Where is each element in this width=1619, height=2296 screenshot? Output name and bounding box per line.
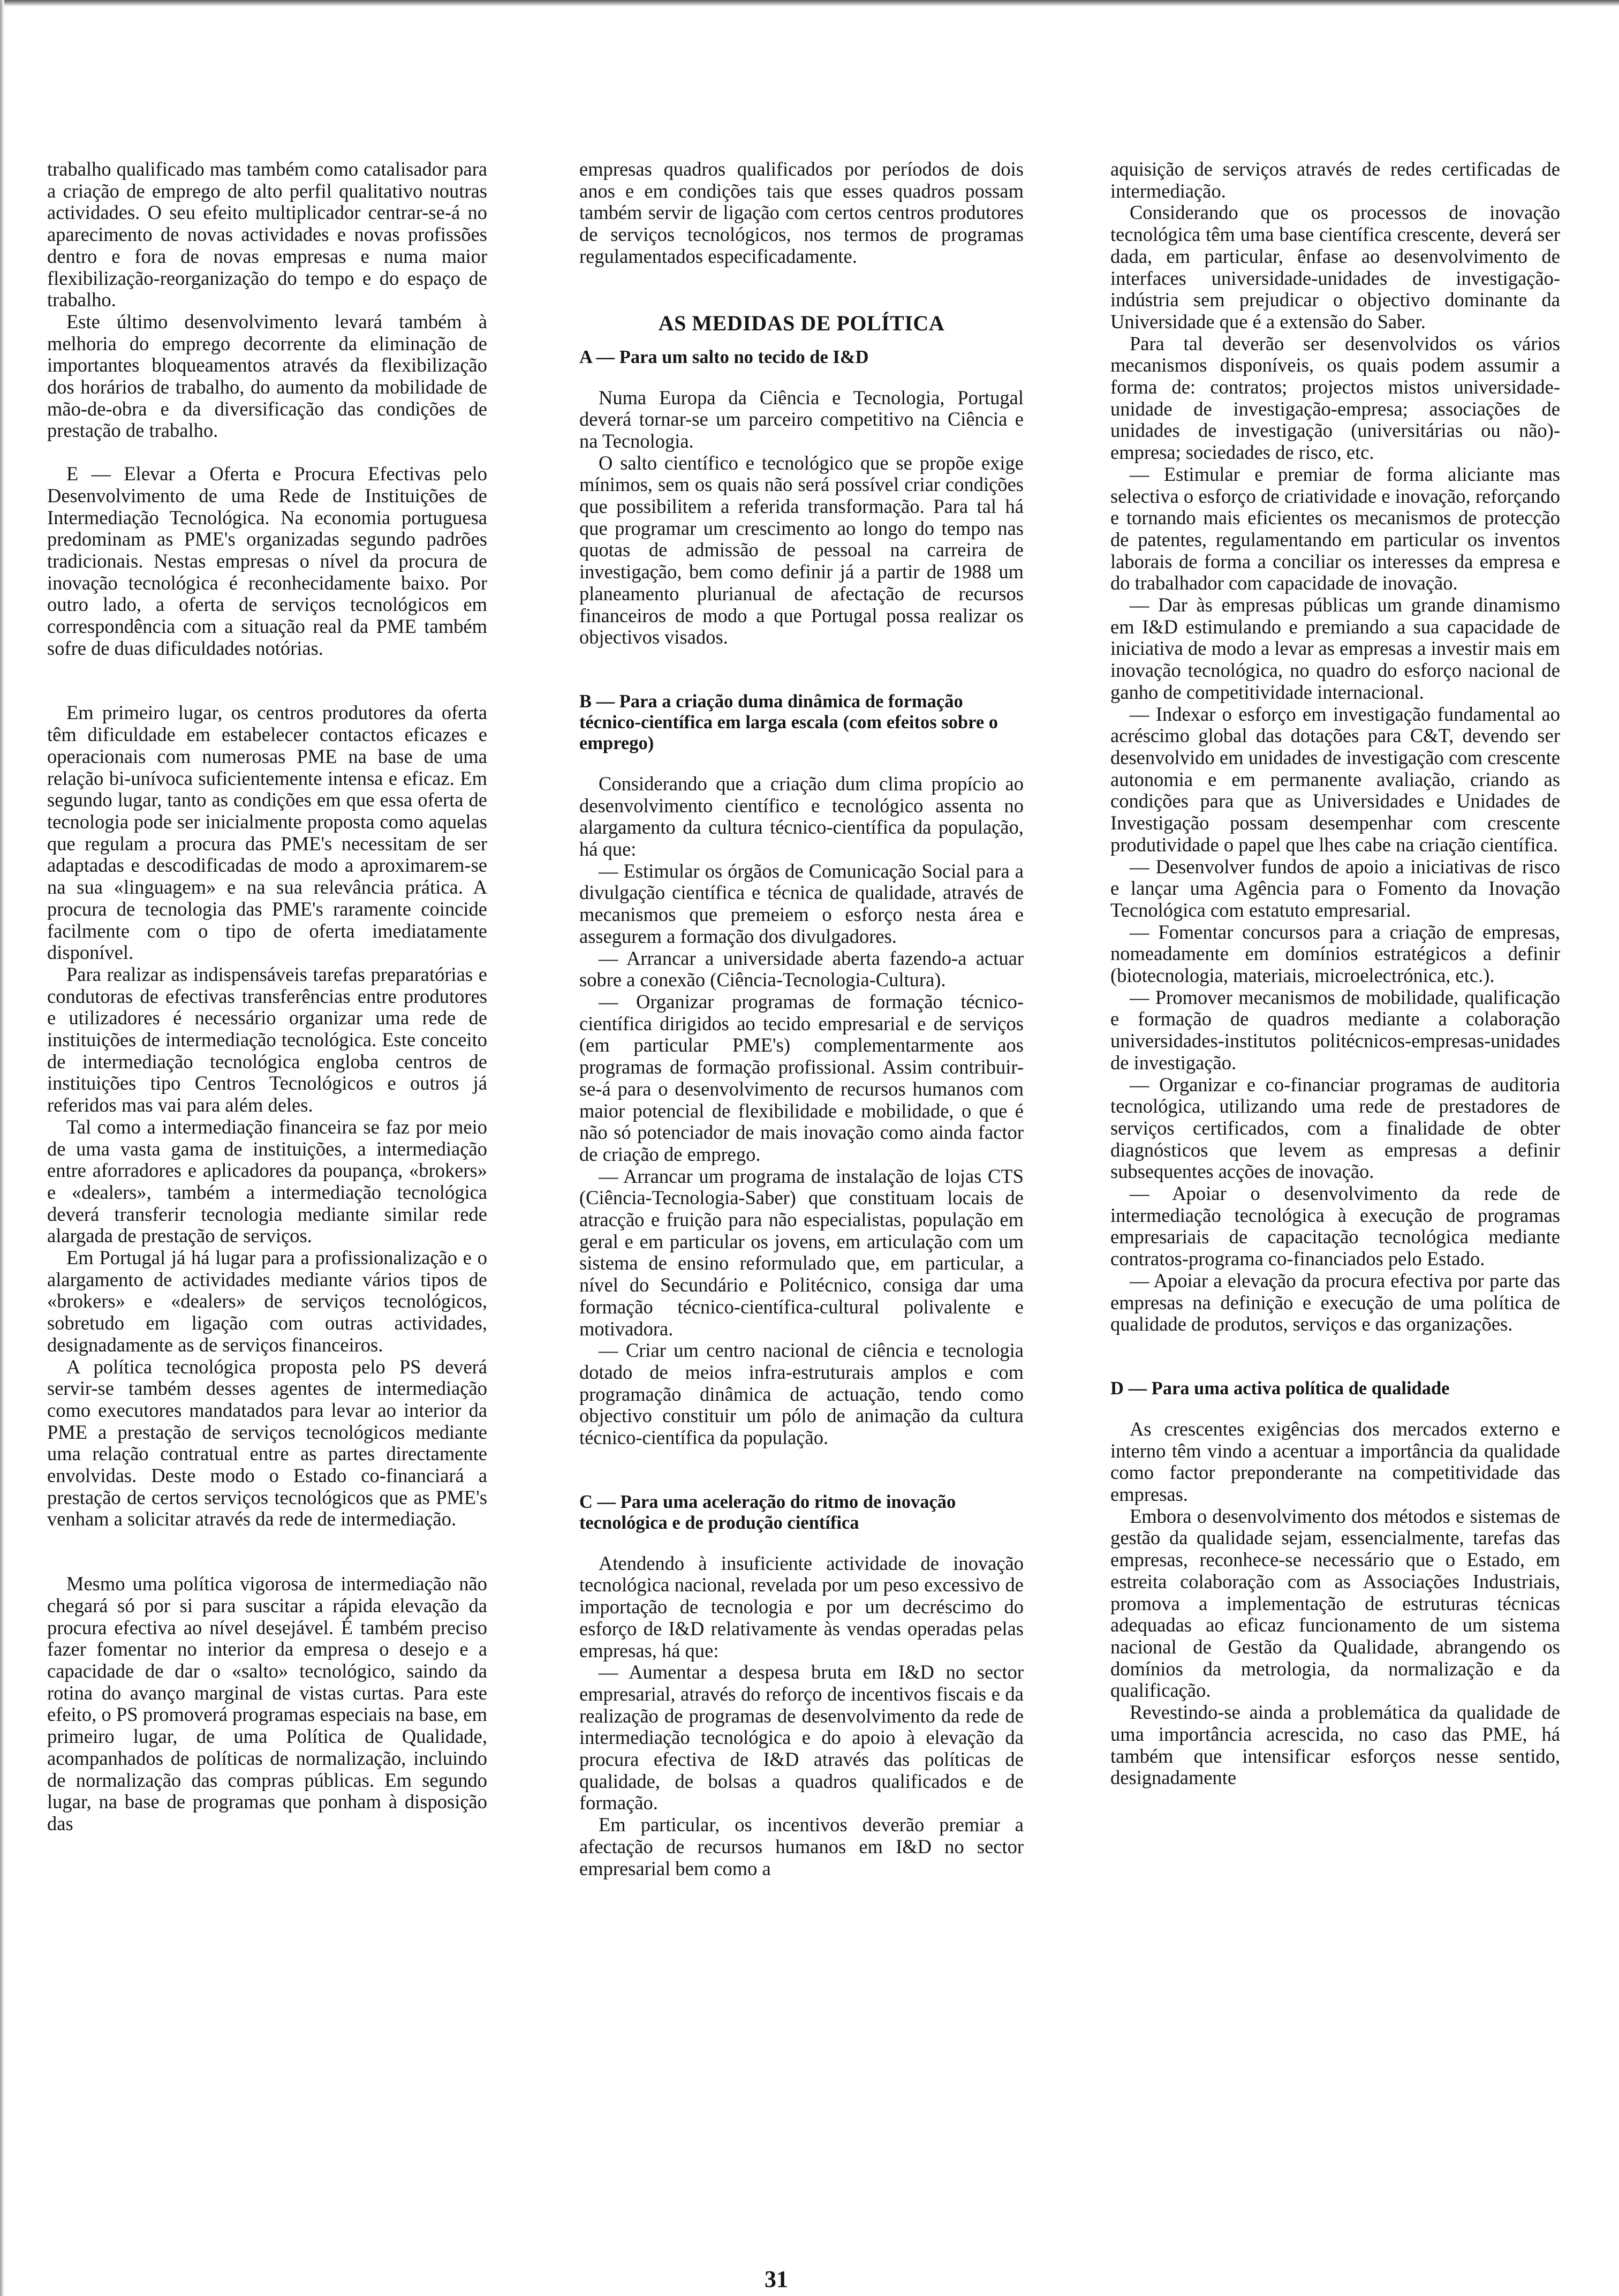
paragraph: Atendendo à insuficiente actividade de inovação tecnológica nacional, revelada por um peso excessivo de importação de tecnologia e por um decréscimo do esforço de I&D relativamente às vendas operadas pelas empresas, há que: [579, 1552, 1024, 1661]
column-3 [1110, 158, 1560, 1789]
paragraph: — Arrancar a universidade aberta fazendo-a actuar sobre a conexão (Ciência-Tecnologia-Cultura). [579, 947, 1024, 991]
paragraph: Revestindo-se ainda a problemática da qualidade de uma importância acrescida, no caso das PME, há também que intensificar esforços nesse sentido, designadamente [1110, 1701, 1560, 1789]
paragraph: Para tal deverão ser desenvolvidos os vários mecanismos disponíveis, os quais podem assumir a forma de: contratos; projectos mistos universidade-unidade de investigação-empresa; associações de unidades de investigação (universitárias ou não)-empresa; sociedades de risco, etc. [1110, 332, 1560, 464]
subsection-heading-d: D — Para uma activa política de qualidade [1110, 1378, 1450, 1399]
paragraph: — Estimular os órgãos de Comunicação Social para a divulgação científica e técnica de qualidade, através de mecanismos que premeiem o esforço nesta área e assegurem a formação dos divulgadores. [579, 859, 1024, 947]
paragraph: Para realizar as indispensáveis tarefas preparatórias e condutoras de efectivas transferências entre produtores e utilizadores é necessário organizar uma rede de instituições de intermediação tecnológica. Este conceito de intermediação tecnológica engloba centros de instituições tipo Centros Tecnológicos e outros já referidos mas vai para além deles. [47, 963, 487, 1116]
paragraph: Tal como a intermediação financeira se faz por meio de uma vasta gama de instituições, a intermediação entre aforradores e aplicadores da poupança, «brokers» e «dealers», também a intermediação tecnológica deverá transferir tecnologia mediante similar rede alargada de prestação de serviços. [47, 1115, 487, 1247]
column-1 [47, 158, 487, 1835]
paragraph: Em Portugal já há lugar para a profissionalização e o alargamento de actividades mediante vários tipos de «brokers» e «dealers» de serviços tecnológicos, sobretudo em ligação com outras actividades, designadamente as de serviços financeiros. [47, 1247, 487, 1356]
section-heading: AS MEDIDAS DE POLÍTICA [658, 311, 945, 335]
paragraph: Em primeiro lugar, os centros produtores da oferta têm dificuldade em estabelecer contactos eficazes e operacionais com numerosas PME na base de uma relação bi-unívoca suficientemente intensa e eficaz. Em segundo lugar, tanto as condições em que essa oferta de tecnologia pode ser inicialmente proposta como aquelas que regulam a procura das PME's necessitam de ser adaptadas e descodificadas de modo a aproximarem-se na sua «linguagem» e na sua relevância prática. A procura de tecnologia das PME's raramente coincide facilmente com o tipo de oferta imediatamente disponível. [47, 701, 487, 964]
paragraph: Considerando que os processos de inovação tecnológica têm uma base científica crescente, deverá ser dada, em particular, ênfase ao desenvolvimento de interfaces universidade-unidades de investigação-indústria sem prejudicar o objectivo dominante da Universidade que é a extensão do Saber. [1110, 201, 1560, 333]
paragraph: Considerando que a criação dum clima propício ao desenvolvimento científico e tecnológico assenta no alargamento da cultura técnico-científica da população, há que: [579, 772, 1024, 860]
paragraph: A política tecnológica proposta pelo PS deverá servir-se também desses agentes de intermediação como executores mandatados para levar ao interior da PME a prestação de serviços tecnológicos mediante uma relação contratual entre as partes directamente envolvidas. Deste modo o Estado co-financiará a prestação de certos serviços tecnológicos que as PME's venham a solicitar através da rede de intermediação. [47, 1355, 487, 1530]
subsection-heading-c: C — Para uma aceleração do ritmo de inovação tecnológica e de produção científica [579, 1491, 956, 1533]
paragraph: — Criar um centro nacional de ciência e tecnologia dotado de meios infra-estruturais amplos e com programação dinâmica de actuação, tendo como objectivo constituir um pólo de animação da cultura técnico-científica da população. [579, 1339, 1024, 1449]
paragraph: — Aumentar a despesa bruta em I&D no sector empresarial, através do reforço de incentivos fiscais e da realização de programas de desenvolvimento da rede de intermediação tecnológica e do apoio à elevação da procura efectiva de I&D através das políticas de qualidade, de bolsas a quadros qualificados e de formação. [579, 1661, 1024, 1814]
paragraph: — Organizar programas de formação técnico-científica dirigidos ao tecido empresarial e de serviços (em particular PME's) complementarmente aos programas de formação profissional. Assim contribuir-se-á para o desenvolvimento de recursos humanos com maior potencial de flexibilidade e mobilidade, o que é não só potenciador de mais inovação como ainda factor de criação de emprego. [579, 990, 1024, 1165]
paragraph: — Organizar e co-financiar programas de auditoria tecnológica, utilizando uma rede de prestadores de serviços certificados, com a finalidade de obter diagnósticos que levem as empresas a definir subsequentes acções de inovação. [1110, 1073, 1560, 1183]
page-edge-top [0, 0, 1619, 6]
paragraph: trabalho qualificado mas também como catalisador para a criação de emprego de alto perfil qualitativo noutras actividades. O seu efeito multiplicador centrar-se-á no aparecimento de novas actividades e novas profissões dentro e fora de novas empresas e numa maior flexibilização-reorganização do tempo e do espaço de trabalho. [47, 158, 487, 311]
paragraph: Este último desenvolvimento levará também à melhoria do emprego decorrente da eliminação de importantes bloqueamentos através da flexibilização dos horários de trabalho, do aumento da mobilidade de mão-de-obra e da diversificação das condições de prestação de trabalho. [47, 310, 487, 442]
paragraph: — Estimular e premiar de forma aliciante mas selectiva o esforço de criatividade e inovação, reforçando e tornando mais eficientes os mecanismos de protecção de patentes, regulamentando em particular os inventos laborais de forma a conciliar os interesses da empresa e do trabalhador com capacidade de inovação. [1110, 463, 1560, 594]
paragraph: E — Elevar a Oferta e Procura Efectivas pelo Desenvolvimento de uma Rede de Instituições de Intermediação Tecnológica. Na economia portuguesa predominam as PME's organizadas segundo padrões tradicionais. Nestas empresas o nível da procura de inovação tecnológica é reconhecidamente baixo. Por outro lado, a oferta de serviços tecnológicos em correspondência com a situação real da PME também sofre de duas dificuldades notórias. [47, 463, 487, 659]
paragraph: empresas quadros qualificados por períodos de dois anos e em condições tais que esses quadros possam também servir de ligação com certos centros produtores de serviços tecnológicos, nos termos de programas regulamentados especificadamente. [579, 158, 1024, 267]
paragraph: aquisição de serviços através de redes certificadas de intermediação. [1110, 158, 1560, 202]
paragraph: — Arrancar um programa de instalação de lojas CTS (Ciência-Tecnologia-Saber) que constituam locais de atracção e fruição para não especialistas, população em geral e em particular os jovens, em articulação com um sistema de ensino reformulado que, em particular, a nível do Secundário e Politécnico, consiga dar uma formação técnico-científica-cultural polivalente e motivadora. [579, 1165, 1024, 1340]
subsection-heading-a: A — Para um salto no tecido de I&D [579, 346, 869, 367]
paragraph: — Promover mecanismos de mobilidade, qualificação e formação de quadros mediante a colaboração universidades-institutos politécnicos-empresas-unidades de investigação. [1110, 986, 1560, 1074]
subsection-heading-b: B — Para a criação duma dinâmica de formação técnico-científica em larga escala (com efeitos sobre o emprego) [579, 691, 998, 753]
column-2 [579, 158, 1024, 1879]
paragraph: O salto científico e tecnológico que se propõe exige mínimos, sem os quais não será possível criar condições que possibilitem a referida transformação. Para tal há que programar um crescimento ao longo do tempo nas quotas de admissão de pessoal na carreira de investigação, bem como definir já a partir de 1988 um planeamento plurianual de afectação de recursos financeiros de modo a que Portugal possa realizar os objectivos visados. [579, 451, 1024, 648]
paragraph: Numa Europa da Ciência e Tecnologia, Portugal deverá tornar-se um parceiro competitivo na Ciência e na Tecnologia. [579, 386, 1024, 452]
paragraph: — Dar às empresas públicas um grande dinamismo em I&D estimulando e premiando a sua capacidade de iniciativa de modo a levar as empresas a investir mais em inovação tecnológica, no quadro do esforço nacional de ganho de competitividade internacional. [1110, 594, 1560, 703]
paragraph: As crescentes exigências dos mercados externo e interno têm vindo a acentuar a importância da qualidade como factor preponderante na competitividade das empresas. [1110, 1417, 1560, 1506]
paragraph: — Fomentar concursos para a criação de empresas, nomeadamente em domínios estratégicos a definir (biotecnologia, materiais, microelectrónica, etc.). [1110, 920, 1560, 987]
paragraph: Mesmo uma política vigorosa de intermediação não chegará só por si para suscitar a rápida elevação da procura efectiva ao nível desejável. É também preciso fazer fomentar no interior da empresa o desejo e a capacidade de dar o «salto» tecnológico, saindo da rotina do avanço marginal de vistas curtas. Para este efeito, o PS promoverá programas especiais na base, em primeiro lugar, de uma Política de Qualidade, acompanhados de políticas de normalização, incluindo de normalização das compras públicas. Em segundo lugar, na base de programas que ponham à disposição das [47, 1573, 487, 1834]
paragraph: Em particular, os incentivos deverão premiar a afectação de recursos humanos em I&D no sector empresarial bem como a [579, 1814, 1024, 1879]
paragraph: — Apoiar a elevação da procura efectiva por parte das empresas na definição e execução de uma política de qualidade de produtos, serviços e das organizações. [1110, 1269, 1560, 1335]
paragraph: — Desenvolver fundos de apoio a iniciativas de risco e lançar uma Agência para o Fomento da Inovação Tecnológica com estatuto empresarial. [1110, 855, 1560, 921]
page-edge-left [0, 0, 4, 2296]
paragraph: — Indexar o esforço em investigação fundamental ao acréscimo global das dotações para C&T, devendo ser desenvolvido em unidades de investigação com crescente autonomia e em permanente avaliação, criando as condições para que as Universidades e Unidades de Investigação possam desempenhar com crescente produtividade o papel que lhes cabe na criação científica. [1110, 703, 1560, 856]
page-number: 31 [765, 2266, 788, 2292]
paragraph: — Apoiar o desenvolvimento da rede de intermediação tecnológica à execução de programas empresariais de capacitação tecnológica mediante contratos-programa co-financiados pelo Estado. [1110, 1182, 1560, 1270]
paragraph: Embora o desenvolvimento dos métodos e sistemas de gestão da qualidade sejam, essencialmente, tarefas das empresas, reconhece-se necessário que o Estado, em estreita colaboração com as Associações Industriais, promova a implementação de estruturas técnicas adequadas ao eficaz funcionamento de um sistema nacional de Gestão da Qualidade, abrangendo os domínios da metrologia, da normalização e da qualificação. [1110, 1505, 1560, 1702]
